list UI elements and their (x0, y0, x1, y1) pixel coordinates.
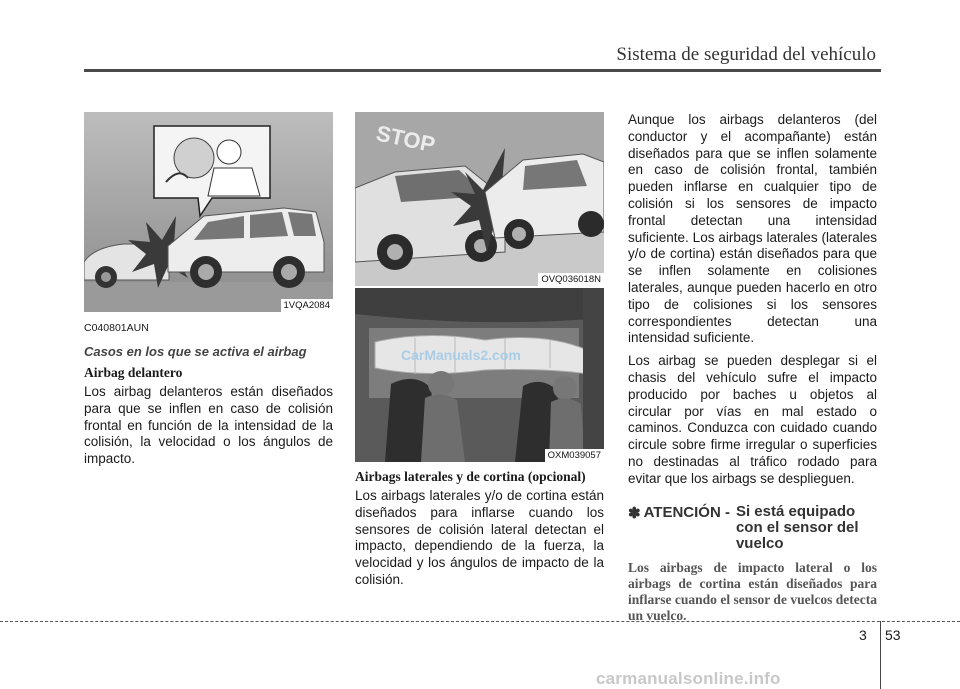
figure-side-collision (355, 112, 604, 286)
figure-curtain-airbag (355, 288, 604, 462)
side-airbag-subheading: Airbags laterales y de cortina (opcional) (355, 469, 586, 484)
figure-code-curtain: OXM039057 (545, 449, 604, 462)
footer-rule (0, 621, 960, 622)
notes-paragraph-1: Aunque los airbags delanteros (del conductor y el acompañante) están diseñados para que se inflen solamente en caso de colisión frontal, también pueden inflarse en cualquier tipo de colisión si los sensores de impacto frontal detectan una intensidad suficiente. Los airbags laterales (laterales y/o de cortina) están diseñados para que se inflen solamente en colisiones laterales, aunque pueden hacerlo en otro tipo de colisiones si los sensores correspondientes detectan una intensidad suficiente. (628, 112, 877, 346)
header-rule (84, 69, 881, 72)
curtain-airbag-illustration (355, 288, 604, 462)
column-notes (628, 112, 877, 624)
attention-star-icon: ✽ (628, 504, 641, 522)
figure-code-side: OVQ036018N (538, 273, 604, 286)
column-side-airbag (355, 112, 604, 589)
front-collision-illustration (84, 112, 333, 312)
road-stop-marking: STOP (373, 120, 438, 158)
site-footer-link[interactable]: carmanualsonline.info (596, 669, 781, 688)
footer-divider (880, 621, 881, 689)
front-airbag-body: Los airbag delanteros están diseñados para que se inflen en caso de colisión frontal en función de la intensidad de la colisión, la velocidad o los ángulos de impacto. (84, 384, 333, 467)
front-airbag-subheading: Airbag delantero (84, 365, 183, 380)
column-front-airbag (84, 112, 333, 468)
watermark-text: CarManuals2.com (401, 347, 521, 363)
side-collision-illustration (355, 112, 604, 286)
attention-label: ATENCIÓN - (643, 503, 730, 521)
chapter-number: 3 (859, 627, 867, 643)
side-airbag-body: Los airbags laterales y/o de cortina están diseñados para inflarse cuando los sensores de colisión lateral detectan el impacto, dependiendo de la fuerza, la velocidad y los ángulos de impacto de la colisión. (355, 488, 604, 587)
notes-paragraph-2: Los airbag se pueden desplegar si el chasis del vehículo sufre el impacto producido por baches u objetos al circular por vías en mal estado o caminos. Conduzca con cuidado cuando circule sobre firme irregular o superficies no destinadas al tráfico rodado para evitar que los airbags se desplieguen. (628, 353, 877, 486)
page-number: 53 (885, 627, 901, 643)
attention-condition: Si está equipado con el sensor del vuelco (735, 502, 859, 552)
section-heading: Casos en los que se activa el airbag (84, 344, 307, 359)
page-header-title: Sistema de seguridad del vehículo (616, 44, 876, 65)
section-code: C040801AUN (84, 322, 149, 334)
driver-head-icon (217, 140, 241, 164)
airbag-deployed-icon (174, 138, 214, 178)
figure-code-front: 1VQA2084 (281, 299, 333, 312)
figure-front-collision (84, 112, 333, 312)
attention-heading (628, 504, 877, 552)
rollover-warning-text: Los airbags de impacto lateral o los airbags de cortina están diseñados para inflarse cuando el sensor de vuelcos detecta un vuelco. (628, 559, 877, 623)
